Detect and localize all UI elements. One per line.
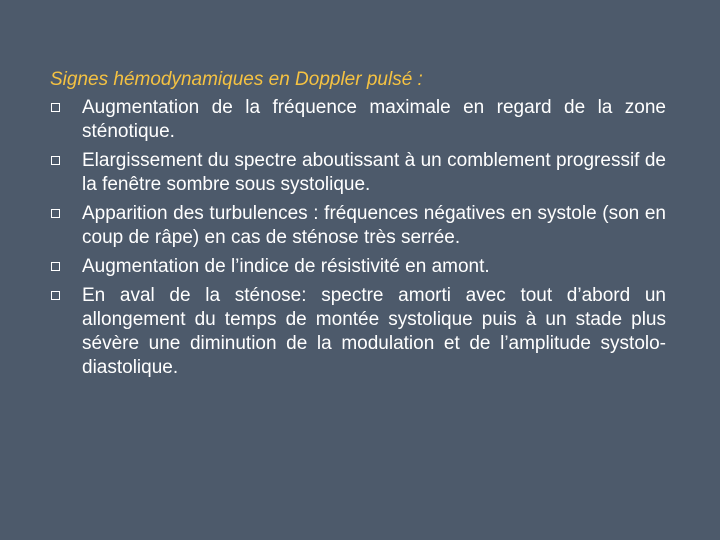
- list-item: [50, 202, 666, 250]
- hollow-square-bullet-icon: [51, 291, 60, 300]
- bullet-text: Elargissement du spectre aboutissant à un comblement progressif de la fenêtre sombre sous systolique.: [82, 150, 666, 195]
- bullet-text: Augmentation de l’indice de résistivité en amont.: [82, 256, 490, 277]
- bullet-text: Apparition des turbulences : fréquences négatives en systole (son en coup de râpe) en cas de sténose très serrée.: [82, 203, 666, 248]
- list-item: [50, 96, 666, 144]
- bullet-text: En aval de la sténose: spectre amorti avec tout d’abord un allongement du temps de montée systolique puis à un stade plus sévère une diminution de la modulation et de l’amplitude systolo- diastolique.: [82, 285, 666, 378]
- slide-heading: Signes hémodynamiques en Doppler pulsé :: [50, 69, 423, 90]
- slide-content: [50, 68, 666, 385]
- list-item: [50, 149, 666, 197]
- hollow-square-bullet-icon: [51, 103, 60, 112]
- bullet-list: [50, 96, 666, 380]
- hollow-square-bullet-icon: [51, 156, 60, 165]
- bullet-text: Augmentation de la fréquence maximale en regard de la zone sténotique.: [82, 97, 666, 142]
- hollow-square-bullet-icon: [51, 262, 60, 271]
- list-item: [50, 255, 666, 279]
- list-item: [50, 284, 666, 380]
- hollow-square-bullet-icon: [51, 209, 60, 218]
